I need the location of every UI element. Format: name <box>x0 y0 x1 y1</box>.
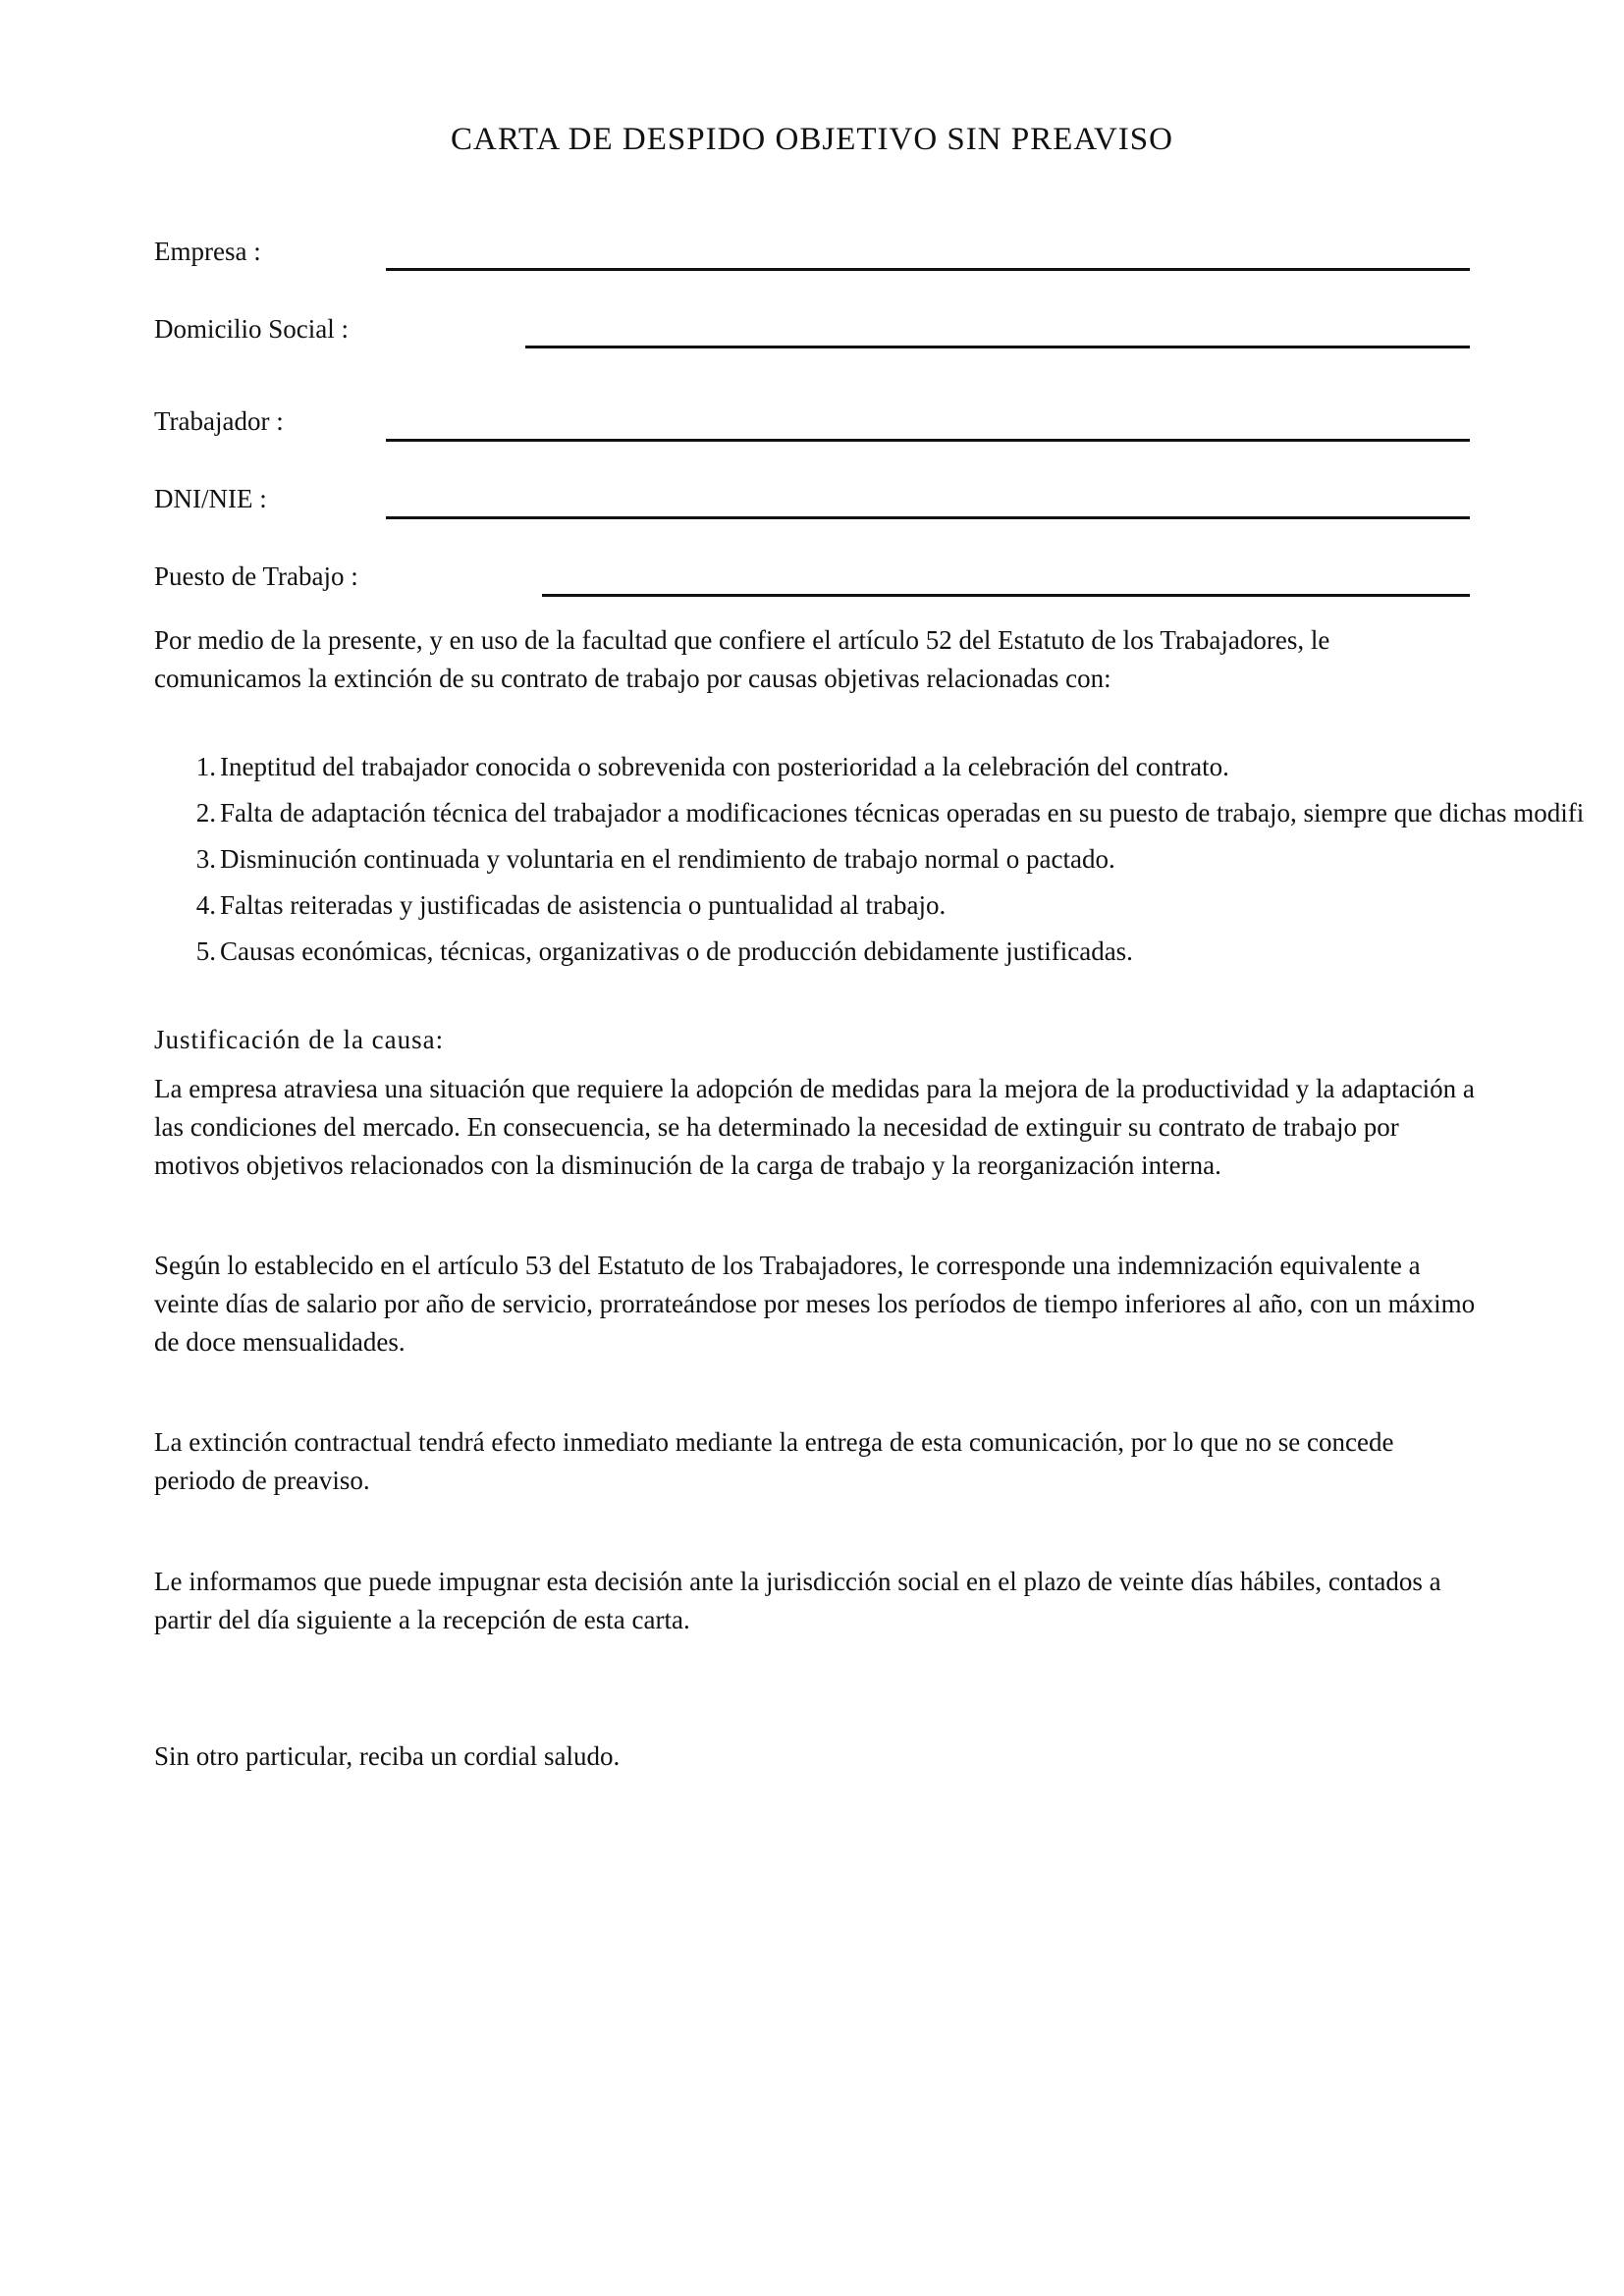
list-item <box>154 744 1584 790</box>
list-text: Disminución continuada y voluntaria en el rendimiento de trabajo normal o pactado. <box>220 844 1115 874</box>
appeal-paragraph: Le informamos que puede impugnar esta decisión ante la jurisdicción social en el plazo de veinte días hábiles, contados a partir del día siguiente a la recepción de esta carta. <box>154 1567 1441 1634</box>
list-item <box>154 929 1584 975</box>
list-number: 1. <box>195 752 216 781</box>
list-number: 2. <box>195 798 216 828</box>
field-line-dni-nie[interactable] <box>386 516 1470 519</box>
list-number: 5. <box>195 936 216 966</box>
list-item <box>154 790 1584 836</box>
field-line-empresa[interactable] <box>386 268 1470 271</box>
list-item <box>154 836 1584 882</box>
field-line-trabajador[interactable] <box>386 439 1470 442</box>
list-item <box>154 882 1584 929</box>
field-line-domicilio-social[interactable] <box>525 346 1470 348</box>
field-label-empresa: Empresa : <box>154 237 261 266</box>
effect-paragraph: La extinción contractual tendrá efecto inmediato mediante la entrega de esta comunicación, por lo que no se concede periodo de preaviso. <box>154 1427 1394 1495</box>
field-label-dni-nie: DNI/NIE : <box>154 484 267 513</box>
list-text: Ineptitud del trabajador conocida o sobrevenida con posterioridad a la celebración del contrato. <box>220 752 1229 781</box>
list-text: Causas económicas, técnicas, organizativas o de producción debidamente justificadas. <box>220 936 1133 966</box>
document-title: CARTA DE DESPIDO OBJETIVO SIN PREAVISO <box>451 122 1173 157</box>
intro-paragraph: Por medio de la presente, y en uso de la facultad que confiere el artículo 52 del Estatuto de los Trabajadores, le comunicamos la extinción de su contrato de trabajo por causas objetivas relacionadas con: <box>154 625 1330 693</box>
field-label-puesto-de-trabajo: Puesto de Trabajo : <box>154 561 358 591</box>
justification-heading: Justificación de la causa: <box>154 1025 445 1054</box>
list-number: 3. <box>195 844 216 874</box>
list-number: 4. <box>195 890 216 920</box>
list-text: Falta de adaptación técnica del trabajador a modificaciones técnicas operadas en su puesto de trabajo, siempre que dichas modifi <box>220 798 1585 828</box>
field-label-trabajador: Trabajador : <box>154 406 284 436</box>
justification-paragraph: La empresa atraviesa una situación que requiere la adopción de medidas para la mejora de la productividad y la adaptación a las condiciones del mercado. En consecuencia, se ha determinado la necesidad de extinguir su contrato de trabajo por motivos objetivos relacionados con la disminución de la carga de trabajo y la reorganización interna. <box>154 1074 1475 1180</box>
closing-paragraph: Sin otro particular, reciba un cordial saludo. <box>154 1741 621 1771</box>
field-line-puesto-de-trabajo[interactable] <box>542 594 1470 597</box>
list-text: Faltas reiteradas y justificadas de asistencia o puntualidad al trabajo. <box>220 890 947 920</box>
field-label-domicilio-social: Domicilio Social : <box>154 314 349 344</box>
indemnity-paragraph: Según lo establecido en el artículo 53 del Estatuto de los Trabajadores, le corresponde una indemnización equivalente a veinte días de salario por año de servicio, prorrateándose por meses los períodos de tiempo inferiores al año, con un máximo de doce mensualidades. <box>154 1251 1476 1357</box>
causes-list <box>154 744 1584 975</box>
